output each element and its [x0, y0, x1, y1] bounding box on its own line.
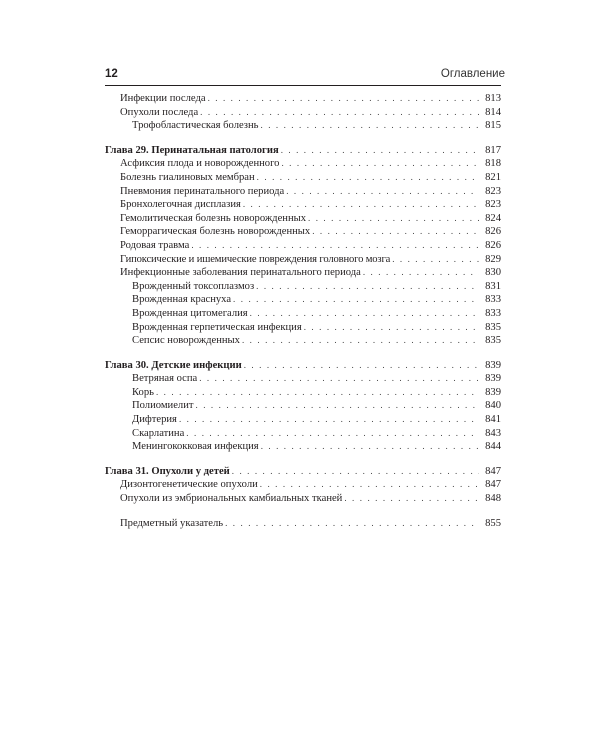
toc-entry-page: 833	[485, 307, 501, 319]
toc-entry-page: 831	[485, 280, 501, 292]
toc-entry[interactable]	[105, 239, 501, 253]
toc-entry-page: 829	[485, 253, 501, 265]
toc-chapter-31[interactable]	[105, 465, 501, 479]
table-of-contents	[105, 92, 501, 530]
toc-entry[interactable]	[105, 280, 501, 294]
toc-entry-title: Гипоксические и ишемические повреждения головного мозга	[120, 253, 391, 265]
toc-entry-page: 839	[485, 386, 501, 398]
toc-entry-title: Бронхолегочная дисплазия	[120, 199, 241, 211]
leader-dots	[312, 225, 479, 239]
toc-chapter-29[interactable]	[105, 144, 501, 158]
toc-chapter-30[interactable]	[105, 359, 501, 373]
toc-entry-title: Родовая травма	[120, 239, 190, 251]
toc-entry-page: 813	[485, 93, 501, 104]
toc-entry-page: 835	[485, 335, 501, 347]
leader-dots	[260, 478, 479, 492]
header-rule	[105, 85, 501, 86]
chapter-page: 817	[485, 144, 501, 156]
toc-entry-page: 830	[485, 267, 501, 279]
toc-entry-page: 848	[485, 493, 501, 505]
toc-entry-page: 835	[485, 321, 501, 333]
toc-entry-page: 815	[485, 120, 501, 132]
chapter-title: Глава 30. Детские инфекции	[105, 359, 242, 371]
chapter-title: Глава 29. Перинатальная патология	[105, 144, 279, 156]
toc-entry-page: 840	[485, 400, 501, 412]
toc-entry-page: 855	[485, 517, 501, 529]
leader-dots	[363, 266, 479, 280]
page-header	[105, 66, 505, 84]
leader-dots	[256, 280, 479, 294]
toc-entry-title: Трофобластическая болезнь	[132, 120, 259, 132]
page-number: 12	[105, 68, 118, 80]
toc-entry-title: Сепсис новорожденных	[132, 335, 240, 347]
toc-entry[interactable]	[105, 413, 501, 427]
toc-entry-title: Предметный указатель	[120, 517, 224, 529]
leader-dots	[261, 440, 479, 454]
leader-dots	[191, 239, 479, 253]
toc-entry-title: Опухоли последа	[120, 106, 199, 118]
toc-entry-title: Врожденная герпетическая инфекция	[132, 321, 302, 333]
toc-entry[interactable]	[105, 293, 501, 307]
leader-dots	[392, 253, 479, 267]
toc-entry-page: 814	[485, 106, 501, 118]
toc-entry[interactable]	[105, 307, 501, 321]
leader-dots	[244, 359, 479, 373]
toc-entry-page: 847	[485, 479, 501, 491]
toc-entry-page: 823	[485, 185, 501, 197]
toc-entry-title: Инфекции последа	[120, 93, 206, 104]
toc-entry-page: 839	[485, 373, 501, 385]
toc-entry-page: 843	[485, 427, 501, 439]
toc-entry[interactable]	[105, 198, 501, 212]
toc-entry[interactable]	[105, 157, 501, 171]
leader-dots	[186, 427, 479, 441]
toc-entry[interactable]	[105, 266, 501, 280]
chapter-page: 839	[485, 359, 501, 371]
toc-entry-page: 824	[485, 212, 501, 224]
toc-entry[interactable]	[105, 478, 501, 492]
toc-entry[interactable]	[105, 212, 501, 226]
toc-entry[interactable]	[105, 386, 501, 400]
toc-entry-page: 826	[485, 239, 501, 251]
toc-entry-title: Ветряная оспа	[132, 373, 198, 385]
running-title: Оглавление	[440, 68, 505, 80]
leader-dots	[196, 399, 479, 413]
toc-entry-title: Гемолитическая болезнь новорожденных	[120, 212, 307, 224]
toc-entry-title: Корь	[132, 386, 154, 398]
toc-entry-title: Болезнь гиалиновых мембран	[120, 171, 255, 183]
leader-dots	[281, 157, 479, 171]
toc-entry[interactable]	[105, 399, 501, 413]
leader-dots	[261, 119, 480, 133]
leader-dots	[344, 492, 479, 506]
toc-entry-title: Опухоли из эмбриональных камбиальных тканей	[120, 493, 343, 505]
toc-entry-page: 844	[485, 441, 501, 453]
toc-entry-page: 841	[485, 414, 501, 426]
toc-entry[interactable]	[105, 119, 501, 133]
toc-entry-page: 823	[485, 199, 501, 211]
toc-entry-title: Дизонтогенетические опухоли	[120, 479, 258, 491]
chapter-page: 847	[485, 465, 501, 477]
toc-entry[interactable]	[105, 427, 501, 441]
toc-entry-page: 821	[485, 171, 501, 183]
leader-dots	[233, 293, 479, 307]
leader-dots	[281, 144, 479, 158]
leader-dots	[286, 185, 479, 199]
toc-entry-title: Врожденная цитомегалия	[132, 307, 248, 319]
leader-dots	[200, 106, 479, 120]
leader-dots	[179, 413, 479, 427]
leader-dots	[208, 92, 479, 106]
toc-entry-title: Асфиксия плода и новорожденного	[120, 158, 280, 170]
leader-dots	[304, 321, 479, 335]
toc-entry[interactable]	[105, 334, 501, 348]
toc-entry[interactable]	[105, 440, 501, 454]
leader-dots	[225, 517, 479, 531]
toc-entry[interactable]	[105, 253, 501, 267]
toc-entry-title: Полиомиелит	[132, 400, 194, 412]
toc-entry-title: Менингококковая инфекция	[132, 441, 259, 453]
toc-entry[interactable]	[105, 321, 501, 335]
leader-dots	[250, 307, 479, 321]
toc-entry-title: Геморрагическая болезнь новорожденных	[120, 226, 311, 238]
toc-entry-page: 818	[485, 158, 501, 170]
leader-dots	[257, 171, 479, 185]
leader-dots	[242, 334, 479, 348]
toc-entry[interactable]	[105, 92, 501, 106]
leader-dots	[156, 386, 479, 400]
toc-index[interactable]	[105, 517, 501, 531]
toc-entry-title: Дифтерия	[132, 414, 177, 426]
toc-entry-title: Пневмония перинатального периода	[120, 185, 285, 197]
leader-dots	[308, 212, 479, 226]
toc-entry-title: Врожденная краснуха	[132, 294, 232, 306]
chapter-title: Глава 31. Опухоли у детей	[105, 465, 230, 477]
toc-entry-title: Врожденный токсоплазмоз	[132, 280, 255, 292]
toc-entry-page: 833	[485, 294, 501, 306]
leader-dots	[243, 198, 479, 212]
toc-entry[interactable]	[105, 185, 501, 199]
toc-entry-page: 826	[485, 226, 501, 238]
toc-entry[interactable]	[105, 372, 501, 386]
toc-entry-title: Инфекционные заболевания перинатального периода	[120, 267, 361, 279]
leader-dots	[232, 465, 479, 479]
toc-entry[interactable]	[105, 171, 501, 185]
toc-entry[interactable]	[105, 225, 501, 239]
toc-entry-title: Скарлатина	[132, 427, 185, 439]
toc-entry[interactable]	[105, 492, 501, 506]
toc-entry[interactable]	[105, 106, 501, 120]
leader-dots	[199, 372, 479, 386]
